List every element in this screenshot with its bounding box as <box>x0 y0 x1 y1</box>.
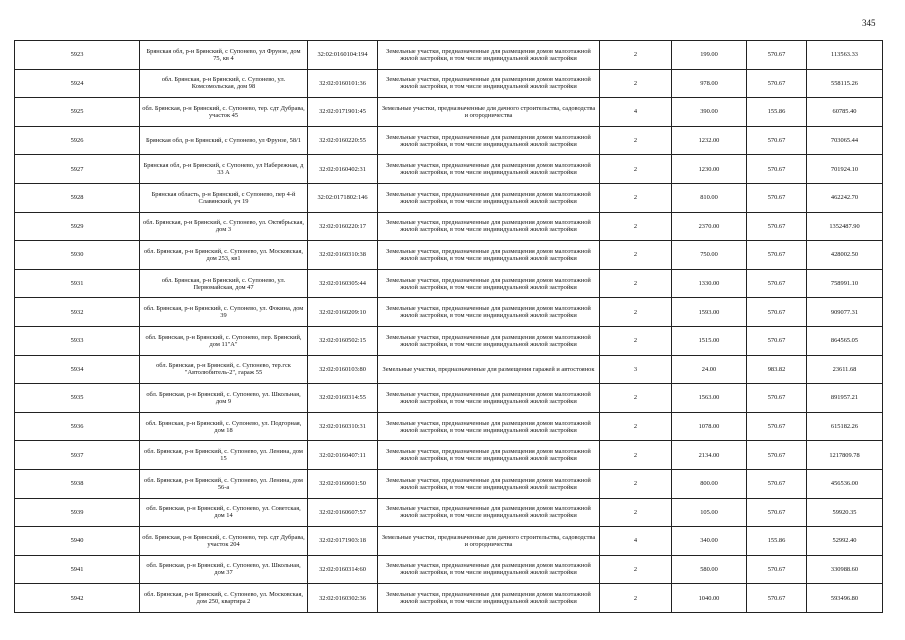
area-cell: 1040.00 <box>672 584 747 613</box>
address-cell: обл. Брянская, р-н Брянский, с. Супонево, ул. Первомайская, дом 47 <box>140 269 308 298</box>
group-code-cell: 2 <box>600 555 672 584</box>
area-cell: 1515.00 <box>672 326 747 355</box>
cadastral-value-cell: 558115.26 <box>807 69 883 98</box>
specific-value-cell: 570.67 <box>747 469 807 498</box>
specific-value-cell: 570.67 <box>747 126 807 155</box>
land-purpose-cell: Земельные участки, предназначенные для размещения гаражей и автостоянок <box>378 355 600 384</box>
group-code-cell: 2 <box>600 326 672 355</box>
record-number-cell: 5933 <box>15 326 140 355</box>
address-cell: Брянская обл, р-н Брянский, с Супонево, ул Фрунзе, дом 75, кв 4 <box>140 41 308 70</box>
address-cell: обл. Брянская, р-н Брянский, с. Супонево, ул. Фокина, дом 39 <box>140 298 308 327</box>
group-code-cell: 2 <box>600 69 672 98</box>
address-cell: обл. Брянская, р-н Брянский, с. Супонево, ул. Ленина, дом 56-а <box>140 469 308 498</box>
group-code-cell: 2 <box>600 298 672 327</box>
specific-value-cell: 570.67 <box>747 498 807 527</box>
cadastral-value-cell: 428002.50 <box>807 241 883 270</box>
record-number-cell: 5937 <box>15 441 140 470</box>
area-cell: 2134.00 <box>672 441 747 470</box>
group-code-cell: 2 <box>600 212 672 241</box>
area-cell: 2370.00 <box>672 212 747 241</box>
cadastral-value-cell: 1217809.78 <box>807 441 883 470</box>
table-row <box>15 183 883 212</box>
table-row <box>15 441 883 470</box>
table-row <box>15 269 883 298</box>
address-cell: обл. Брянская, р-н Брянский, с. Супонево, ул. Советская, дом 14 <box>140 498 308 527</box>
record-number-cell: 5925 <box>15 98 140 127</box>
cadastral-value-cell: 113563.33 <box>807 41 883 70</box>
table-row <box>15 98 883 127</box>
address-cell: обл. Брянская, р-н Брянский, с. Супонево, пер. Брянский, дом 11"А" <box>140 326 308 355</box>
record-number-cell: 5924 <box>15 69 140 98</box>
cadastral-value-cell: 456536.00 <box>807 469 883 498</box>
cadastral-number-cell: 32:02:0160601:50 <box>308 469 378 498</box>
record-number-cell: 5936 <box>15 412 140 441</box>
table-row <box>15 498 883 527</box>
table-row <box>15 69 883 98</box>
cadastral-value-cell: 864565.05 <box>807 326 883 355</box>
land-purpose-cell: Земельные участки, предназначенные для размещения домов малоэтажной жилой застройки, в том числе индивидуальной жилой застройки <box>378 183 600 212</box>
group-code-cell: 2 <box>600 126 672 155</box>
cadastral-value-cell: 59920.35 <box>807 498 883 527</box>
area-cell: 340.00 <box>672 527 747 556</box>
page-number: 345 <box>862 18 876 28</box>
cadastral-number-cell: 32:02:0160220:55 <box>308 126 378 155</box>
cadastral-value-cell: 758991.10 <box>807 269 883 298</box>
group-code-cell: 4 <box>600 527 672 556</box>
table-row <box>15 469 883 498</box>
land-purpose-cell: Земельные участки, предназначенные для размещения домов малоэтажной жилой застройки, в том числе индивидуальной жилой застройки <box>378 584 600 613</box>
record-number-cell: 5923 <box>15 41 140 70</box>
table-row <box>15 555 883 584</box>
area-cell: 1232.00 <box>672 126 747 155</box>
cadastral-value-cell: 615182.26 <box>807 412 883 441</box>
land-purpose-cell: Земельные участки, предназначенные для размещения домов малоэтажной жилой застройки, в том числе индивидуальной жилой застройки <box>378 441 600 470</box>
specific-value-cell: 570.67 <box>747 241 807 270</box>
specific-value-cell: 570.67 <box>747 384 807 413</box>
land-purpose-cell: Земельные участки, предназначенные для размещения домов малоэтажной жилой застройки, в том числе индивидуальной жилой застройки <box>378 126 600 155</box>
specific-value-cell: 570.67 <box>747 212 807 241</box>
area-cell: 199.00 <box>672 41 747 70</box>
cadastral-number-cell: 32:02:0160607:57 <box>308 498 378 527</box>
cadastral-number-cell: 32:02:0160302:36 <box>308 584 378 613</box>
record-number-cell: 5931 <box>15 269 140 298</box>
cadastral-value-cell: 703065.44 <box>807 126 883 155</box>
cadastral-value-cell: 330988.60 <box>807 555 883 584</box>
cadastral-number-cell: 32:02:0160407:11 <box>308 441 378 470</box>
record-number-cell: 5932 <box>15 298 140 327</box>
area-cell: 1078.00 <box>672 412 747 441</box>
land-purpose-cell: Земельные участки, предназначенные для дачного строительства, садоводства и огородничества <box>378 527 600 556</box>
cadastral-value-cell: 462242.70 <box>807 183 883 212</box>
record-number-cell: 5934 <box>15 355 140 384</box>
specific-value-cell: 570.67 <box>747 269 807 298</box>
record-number-cell: 5941 <box>15 555 140 584</box>
record-number-cell: 5930 <box>15 241 140 270</box>
land-purpose-cell: Земельные участки, предназначенные для размещения домов малоэтажной жилой застройки, в том числе индивидуальной жилой застройки <box>378 155 600 184</box>
land-purpose-cell: Земельные участки, предназначенные для размещения домов малоэтажной жилой застройки, в том числе индивидуальной жилой застройки <box>378 41 600 70</box>
record-number-cell: 5939 <box>15 498 140 527</box>
specific-value-cell: 570.67 <box>747 155 807 184</box>
cadastral-number-cell: 32:02:0160314:60 <box>308 555 378 584</box>
table-row <box>15 326 883 355</box>
cadastral-number-cell: 32:02:0171903:18 <box>308 527 378 556</box>
area-cell: 1330.00 <box>672 269 747 298</box>
cadastral-number-cell: 32:02:0160101:36 <box>308 69 378 98</box>
record-number-cell: 5942 <box>15 584 140 613</box>
specific-value-cell: 570.67 <box>747 326 807 355</box>
cadastral-number-cell: 32:02:0160310:38 <box>308 241 378 270</box>
group-code-cell: 2 <box>600 498 672 527</box>
address-cell: Брянская обл, р-н Брянский, с Супонево, ул Фрунзе, 58/1 <box>140 126 308 155</box>
record-number-cell: 5935 <box>15 384 140 413</box>
specific-value-cell: 983.82 <box>747 355 807 384</box>
table-row <box>15 355 883 384</box>
record-number-cell: 5940 <box>15 527 140 556</box>
table-row <box>15 584 883 613</box>
cadastral-number-cell: 32:02:0160305:44 <box>308 269 378 298</box>
cadastral-value-cell: 891957.21 <box>807 384 883 413</box>
area-cell: 800.00 <box>672 469 747 498</box>
group-code-cell: 2 <box>600 155 672 184</box>
group-code-cell: 2 <box>600 469 672 498</box>
specific-value-cell: 570.67 <box>747 41 807 70</box>
specific-value-cell: 570.67 <box>747 69 807 98</box>
address-cell: обл. Брянская, р-н Брянский, с. Супонево, тер. сдт Дубрава, участок 204 <box>140 527 308 556</box>
area-cell: 390.00 <box>672 98 747 127</box>
cadastral-value-cell: 1352487.90 <box>807 212 883 241</box>
land-purpose-cell: Земельные участки, предназначенные для размещения домов малоэтажной жилой застройки, в том числе индивидуальной жилой застройки <box>378 326 600 355</box>
address-cell: Брянская область, р-н Брянский, с Супонево, пер 4-й Славянский, уч 19 <box>140 183 308 212</box>
cadastral-number-cell: 32:02:0160209:10 <box>308 298 378 327</box>
record-number-cell: 5938 <box>15 469 140 498</box>
address-cell: обл. Брянская, р-н Брянский, с. Супонево, тер.гск "Автолюбитель-2", гараж 55 <box>140 355 308 384</box>
table-row <box>15 41 883 70</box>
table-row <box>15 126 883 155</box>
record-number-cell: 5929 <box>15 212 140 241</box>
cadastral-value-cell: 60785.40 <box>807 98 883 127</box>
table-row <box>15 298 883 327</box>
group-code-cell: 2 <box>600 183 672 212</box>
group-code-cell: 2 <box>600 384 672 413</box>
land-purpose-cell: Земельные участки, предназначенные для дачного строительства, садоводства и огородничества <box>378 98 600 127</box>
specific-value-cell: 570.67 <box>747 555 807 584</box>
address-cell: обл. Брянская, р-н Брянский, с. Супонево, ул. Школьная, дом 9 <box>140 384 308 413</box>
table-body <box>15 41 883 613</box>
table-row <box>15 241 883 270</box>
group-code-cell: 2 <box>600 41 672 70</box>
area-cell: 978.00 <box>672 69 747 98</box>
area-cell: 580.00 <box>672 555 747 584</box>
area-cell: 750.00 <box>672 241 747 270</box>
address-cell: обл. Брянская, р-н Брянский, с. Супонево, ул. Октябрьская, дом 3 <box>140 212 308 241</box>
group-code-cell: 2 <box>600 269 672 298</box>
group-code-cell: 2 <box>600 441 672 470</box>
group-code-cell: 3 <box>600 355 672 384</box>
area-cell: 105.00 <box>672 498 747 527</box>
group-code-cell: 2 <box>600 241 672 270</box>
land-registry-table <box>14 40 883 613</box>
cadastral-value-cell: 52992.40 <box>807 527 883 556</box>
cadastral-number-cell: 32:02:0171901:45 <box>308 98 378 127</box>
group-code-cell: 4 <box>600 98 672 127</box>
specific-value-cell: 155.86 <box>747 527 807 556</box>
land-purpose-cell: Земельные участки, предназначенные для размещения домов малоэтажной жилой застройки, в том числе индивидуальной жилой застройки <box>378 269 600 298</box>
table-row <box>15 155 883 184</box>
land-purpose-cell: Земельные участки, предназначенные для размещения домов малоэтажной жилой застройки, в том числе индивидуальной жилой застройки <box>378 412 600 441</box>
specific-value-cell: 570.67 <box>747 183 807 212</box>
address-cell: Брянская обл, р-н Брянский, с Супонево, ул Набережная, д 33 А <box>140 155 308 184</box>
land-purpose-cell: Земельные участки, предназначенные для размещения домов малоэтажной жилой застройки, в том числе индивидуальной жилой застройки <box>378 69 600 98</box>
specific-value-cell: 570.67 <box>747 584 807 613</box>
cadastral-number-cell: 32:02:0160103:80 <box>308 355 378 384</box>
area-cell: 24.00 <box>672 355 747 384</box>
address-cell: обл. Брянская, р-н Брянский, с. Супонево, ул. Подгорная, дом 18 <box>140 412 308 441</box>
cadastral-value-cell: 23611.68 <box>807 355 883 384</box>
record-number-cell: 5927 <box>15 155 140 184</box>
specific-value-cell: 570.67 <box>747 298 807 327</box>
record-number-cell: 5928 <box>15 183 140 212</box>
land-purpose-cell: Земельные участки, предназначенные для размещения домов малоэтажной жилой застройки, в том числе индивидуальной жилой застройки <box>378 384 600 413</box>
cadastral-number-cell: 32:02:0160310:31 <box>308 412 378 441</box>
area-cell: 1593.00 <box>672 298 747 327</box>
area-cell: 1563.00 <box>672 384 747 413</box>
address-cell: обл. Брянская, р-н Брянский, с. Супонево, ул. Школьная, дом 37 <box>140 555 308 584</box>
address-cell: обл. Брянская, р-н Брянский, с. Супонево, ул. Московская, дом 253, кв1 <box>140 241 308 270</box>
specific-value-cell: 570.67 <box>747 412 807 441</box>
table-row <box>15 212 883 241</box>
land-purpose-cell: Земельные участки, предназначенные для размещения домов малоэтажной жилой застройки, в том числе индивидуальной жилой застройки <box>378 212 600 241</box>
cadastral-number-cell: 32:02:0160104:194 <box>308 41 378 70</box>
cadastral-number-cell: 32:02:0160314:55 <box>308 384 378 413</box>
cadastral-number-cell: 32:02:0160402:31 <box>308 155 378 184</box>
cadastral-number-cell: 32:02:0160220:17 <box>308 212 378 241</box>
cadastral-number-cell: 32:02:0171802:146 <box>308 183 378 212</box>
record-number-cell: 5926 <box>15 126 140 155</box>
address-cell: обл. Брянская, р-н Брянский, с. Супонево, ул. Ленина, дом 15 <box>140 441 308 470</box>
specific-value-cell: 570.67 <box>747 441 807 470</box>
land-purpose-cell: Земельные участки, предназначенные для размещения домов малоэтажной жилой застройки, в том числе индивидуальной жилой застройки <box>378 498 600 527</box>
specific-value-cell: 155.86 <box>747 98 807 127</box>
group-code-cell: 2 <box>600 412 672 441</box>
land-purpose-cell: Земельные участки, предназначенные для размещения домов малоэтажной жилой застройки, в том числе индивидуальной жилой застройки <box>378 469 600 498</box>
cadastral-value-cell: 593496.80 <box>807 584 883 613</box>
cadastral-number-cell: 32:02:0160502:15 <box>308 326 378 355</box>
land-purpose-cell: Земельные участки, предназначенные для размещения домов малоэтажной жилой застройки, в том числе индивидуальной жилой застройки <box>378 555 600 584</box>
address-cell: обл. Брянская, р-н Брянский, с. Супонево, ул. Московская, дом 250, квартира 2 <box>140 584 308 613</box>
table-row <box>15 384 883 413</box>
address-cell: обл. Брянская, р-н Брянский, с. Супонево, тер. сдт Дубрава, участок 45 <box>140 98 308 127</box>
cadastral-value-cell: 909077.31 <box>807 298 883 327</box>
table-row <box>15 527 883 556</box>
area-cell: 810.00 <box>672 183 747 212</box>
land-purpose-cell: Земельные участки, предназначенные для размещения домов малоэтажной жилой застройки, в том числе индивидуальной жилой застройки <box>378 298 600 327</box>
address-cell: обл. Брянская, р-н Брянский, с. Супонево, ул. Комсомольская, дом 98 <box>140 69 308 98</box>
area-cell: 1230.00 <box>672 155 747 184</box>
table-row <box>15 412 883 441</box>
group-code-cell: 2 <box>600 584 672 613</box>
land-purpose-cell: Земельные участки, предназначенные для размещения домов малоэтажной жилой застройки, в том числе индивидуальной жилой застройки <box>378 241 600 270</box>
cadastral-value-cell: 701924.10 <box>807 155 883 184</box>
